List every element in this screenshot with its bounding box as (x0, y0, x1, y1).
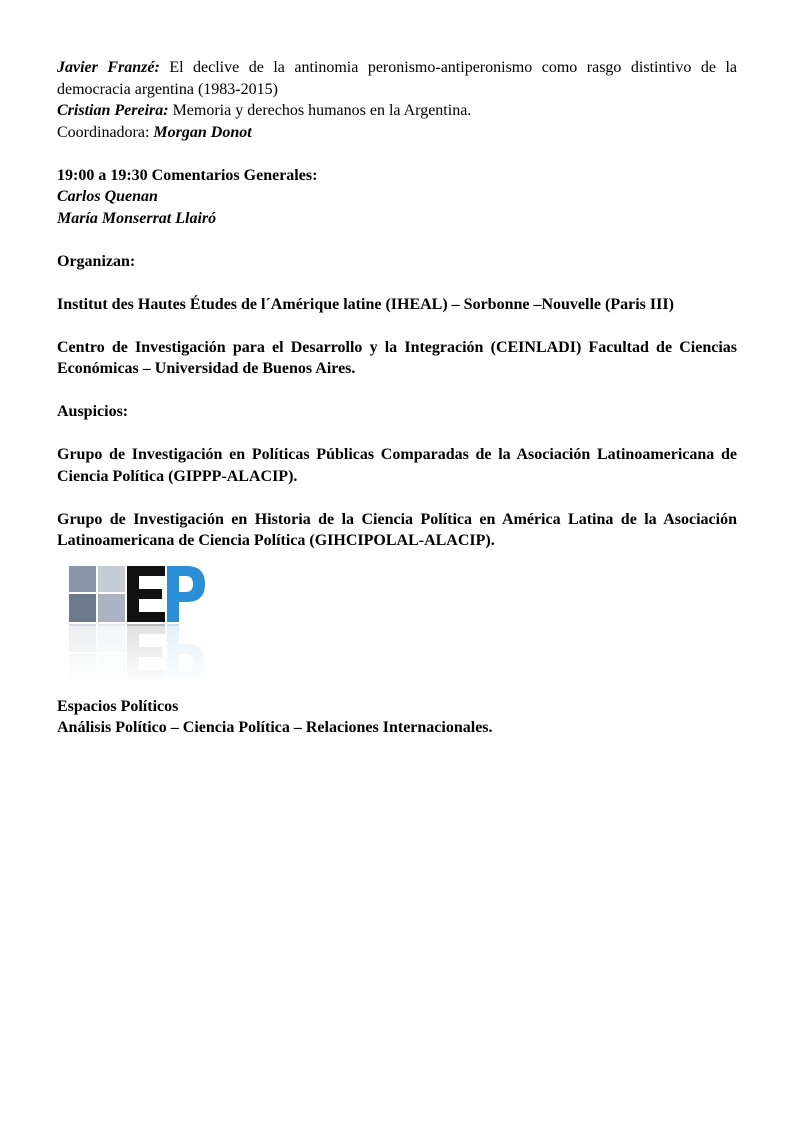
coordinator-name: Morgan Donot (153, 123, 252, 141)
footer-name: Espacios Políticos (57, 697, 179, 715)
organizers-heading: Organizan: (57, 252, 136, 270)
comments-heading: 19:00 a 19:30 Comentarios Generales: (57, 166, 318, 184)
speaker-name: Javier Franzé: (57, 59, 160, 76)
footer-tagline: Análisis Político – Ciencia Política – Relaciones Internacionales. (57, 719, 493, 736)
talk-title: El declive de la antinomia peronismo-antiperonismo como rasgo distintivo de la democracia argentina (1983-2015) (57, 59, 738, 98)
speaker-name: Cristian Pereira: (57, 102, 169, 119)
organizer-item: Institut des Hautes Études de l´Amérique latine (IHEAL) – Sorbonne –Nouvelle (Paris III) (57, 295, 674, 313)
coordinator-line (57, 122, 737, 144)
talk-pereira (57, 100, 737, 122)
ep-logo-icon (69, 566, 209, 686)
talk-title: Memoria y derechos humanos en la Argentina. (168, 102, 472, 119)
sponsors-heading: Auspicios: (57, 403, 129, 420)
ep-logo-svg (69, 566, 209, 686)
organizer-item: Centro de Investigación para el Desarrollo y la Integración (CEINLADI) Facultad de Ciencias Económicas – Universidad de Buenos Aires. (57, 338, 737, 377)
coordinator-label: Coordinadora: (57, 123, 154, 141)
footer (57, 696, 737, 739)
talk-franze (57, 57, 737, 100)
commenter-name: Carlos Quenan (57, 188, 158, 205)
sponsor-item: Grupo de Investigación en Políticas Públicas Comparadas de la Asociación Latinoamericana de Ciencia Política (GIPPP-ALACIP). (57, 446, 737, 485)
document-page (57, 57, 737, 739)
commenter-name: María Monserrat Llairó (57, 209, 217, 227)
sponsor-item: Grupo de Investigación en Historia de la Ciencia Política en América Latina de la Asociación Latinoamericana de Ciencia Política (GIHCIPOLAL-ALACIP). (57, 510, 737, 549)
